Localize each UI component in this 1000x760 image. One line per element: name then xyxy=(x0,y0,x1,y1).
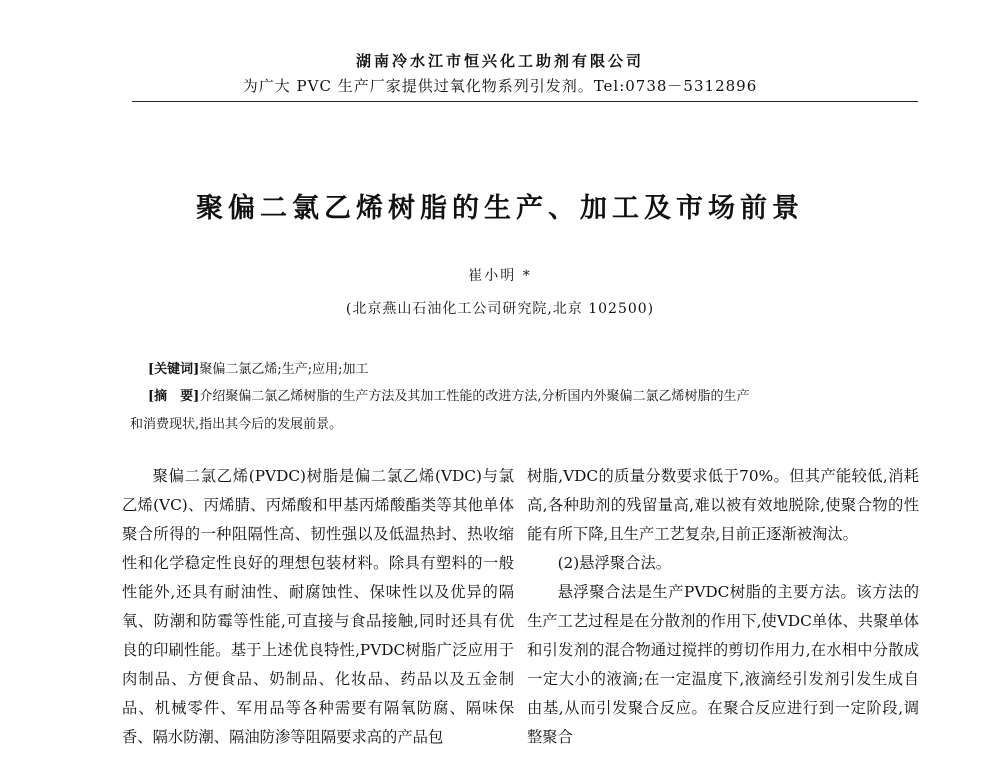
body-paragraph: 悬浮聚合法是生产PVDC树脂的主要方法。该方法的生产工艺过程是在分散剂的作用下,使VDC单体、共聚单体和引发剂的混合物通过搅拌的剪切作用力,在水相中分散成一定大小的液滴;在一定温度下,液滴经引发剂引发生成自由基,从而引发聚合反应。在聚合反应进行到一定阶段,调整聚合 xyxy=(527,583,919,746)
affiliation: (北京燕山石油化工公司研究院,北京 102500) xyxy=(345,301,655,317)
journal-header-ad: 为广大 PVC 生产厂家提供过氧化物系列引发剂。Tel:0738－5312896 xyxy=(242,77,758,95)
body-column-left xyxy=(122,462,514,752)
abstract-text-line2: 和消费现状,指出其今后的发展前景。 xyxy=(130,417,343,432)
section-heading: (2)悬浮聚合法。 xyxy=(557,554,672,572)
body-paragraph: 聚偏二氯乙烯(PVDC)树脂是偏二氯乙烯(VDC)与氯乙烯(VC)、丙烯腈、丙烯酸和甲基丙烯酸酯类等其他单体聚合所得的一种阻隔性高、韧性强以及低温热封、热收缩性和化学稳定性良好的理想包装材料。除具有塑料的一般性能外,还具有耐油性、耐腐蚀性、保味性以及优异的隔氧、防潮和防霉等性能,可直接与食品接触,同时还具有优良的印刷性能。基于上述优良特性,PVDC树脂广泛应用于肉制品、方便食品、奶制品、化妆品、药品以及五金制品、机械零件、军用品等各种需要有隔氧防腐、隔味保香、隔水防潮、隔油防渗等阻隔要求高的产品包 xyxy=(122,467,514,746)
keywords xyxy=(148,360,908,380)
body-column-right xyxy=(527,462,919,752)
abstract-text-line1: 介绍聚偏二氯乙烯树脂的生产方法及其加工性能的改进方法,分析国内外聚偏二氯乙烯树脂的生产 xyxy=(199,389,750,404)
abstract xyxy=(148,387,908,407)
abstract-label: [摘 要] xyxy=(148,389,200,404)
header-rule xyxy=(132,101,918,102)
article-title: 聚偏二氯乙烯树脂的生产、加工及市场前景 xyxy=(196,193,804,224)
keywords-text: 聚偏二氯乙烯;生产;应用;加工 xyxy=(199,362,369,377)
author: 崔小明 * xyxy=(468,268,532,284)
journal-header-company: 湖南冷水江市恒兴化工助剂有限公司 xyxy=(355,52,644,70)
body-paragraph: 树脂,VDC的质量分数要求低于70%。但其产能较低,消耗高,各种助剂的残留量高,难以被有效地脱除,使聚合物的性能有所下降,且生产工艺复杂,目前正逐渐被淘汰。 xyxy=(527,467,919,543)
keywords-label: [关键词] xyxy=(148,362,200,377)
